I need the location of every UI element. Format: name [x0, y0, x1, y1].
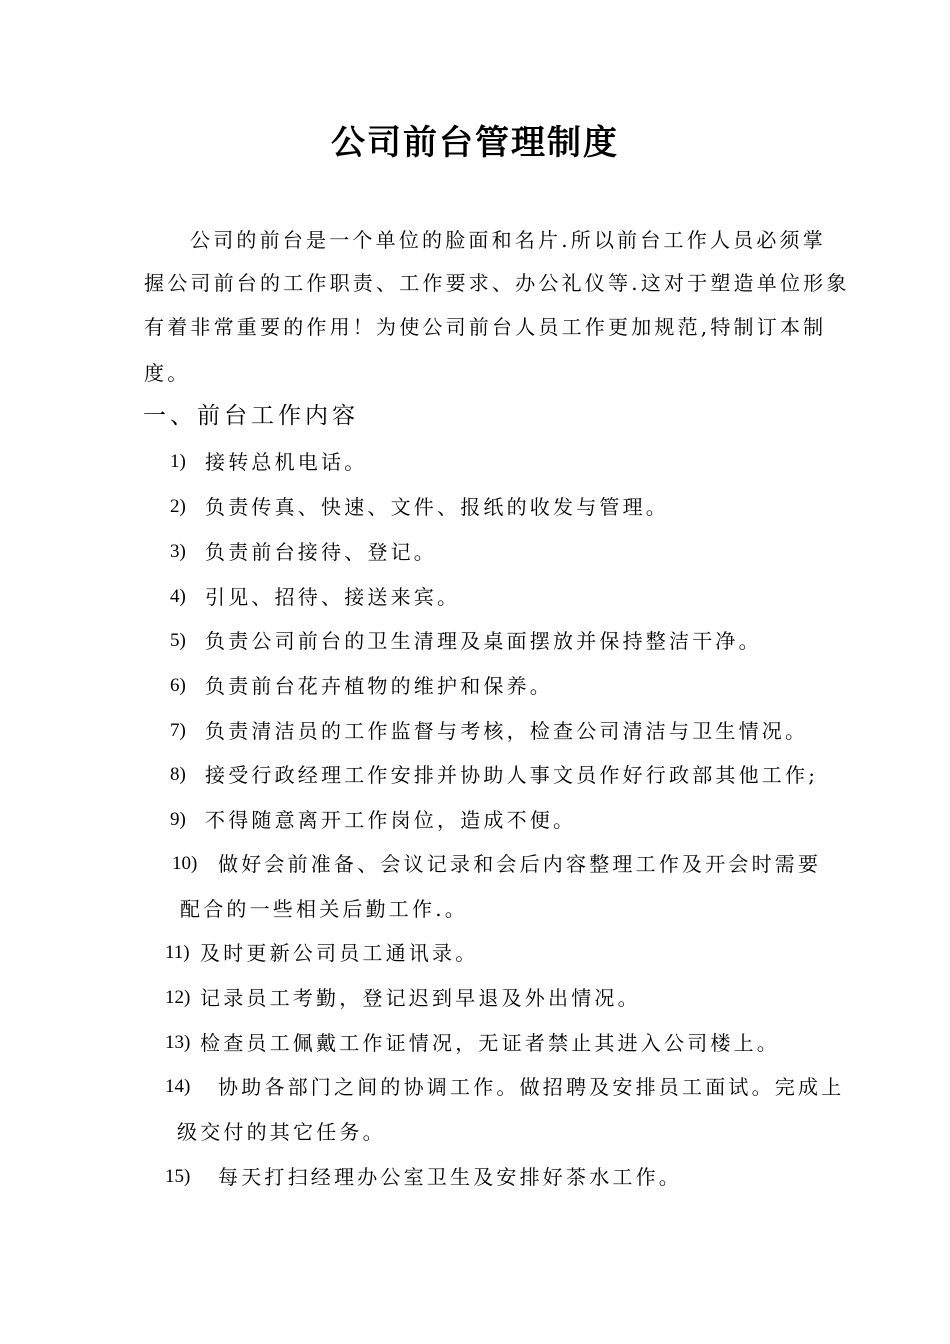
- item-number: 6): [170, 675, 186, 696]
- item-text: 负责前台花卉植物的维护和保养。: [205, 674, 553, 698]
- item-number: 11): [165, 942, 190, 963]
- item-text: 接受行政经理工作安排并协助人事文员作好行政部其他工作;: [205, 763, 819, 787]
- item-text: 接转总机电话。: [205, 450, 368, 474]
- item-number: 12): [165, 987, 191, 1008]
- item-number: 9): [170, 809, 186, 830]
- item-text: 负责前台接待、登记。: [205, 540, 437, 564]
- intro-line: 握公司前台的工作职责、工作要求、办公礼仪等.这对于塑造单位形象: [144, 271, 850, 295]
- item-text: 引见、招待、接送来宾。: [205, 585, 461, 609]
- intro-line: 公司的前台是一个单位的脸面和名片.所以前台工作人员必须掌: [190, 228, 826, 252]
- item-text: 做好会前准备、会议记录和会后内容整理工作及开会时需要: [218, 852, 822, 876]
- item-text: 每天打扫经理办公室卫生及安排好茶水工作。: [218, 1165, 682, 1189]
- item-text: 检查员工佩戴工作证情况，无证者禁止其进入公司楼上。: [200, 1031, 780, 1055]
- page-title: 公司前台管理制度: [331, 123, 619, 163]
- item-number: 10): [172, 853, 198, 874]
- item-text-continuation: 配合的一些相关后勤工作.。: [180, 897, 468, 921]
- item-text: 不得随意离开工作岗位，造成不便。: [205, 808, 577, 832]
- item-number: 1): [170, 451, 186, 472]
- intro-line: 有着非常重要的作用！为使公司前台人员工作更加规范,特制订本制: [144, 315, 827, 339]
- section-heading: 一、前台工作内容: [143, 403, 359, 429]
- item-number: 8): [170, 764, 186, 785]
- item-number: 14): [165, 1076, 191, 1097]
- item-text: 记录员工考勤，登记迟到早退及外出情况。: [200, 986, 641, 1010]
- item-text: 负责传真、快速、文件、报纸的收发与管理。: [205, 495, 669, 519]
- item-text: 负责清洁员的工作监督与考核，检查公司清洁与卫生情况。: [205, 719, 809, 743]
- item-text-continuation: 级交付的其它任务。: [177, 1120, 386, 1144]
- item-number: 7): [170, 720, 186, 741]
- item-text: 及时更新公司员工通讯录。: [200, 941, 479, 965]
- item-number: 4): [170, 586, 186, 607]
- item-number: 5): [170, 630, 186, 651]
- intro-line: 度。: [144, 361, 191, 385]
- item-number: 3): [170, 541, 186, 562]
- item-number: 2): [170, 496, 186, 517]
- item-number: 13): [165, 1032, 191, 1053]
- item-number: 15): [165, 1166, 191, 1187]
- item-text: 协助各部门之间的协调工作。做招聘及安排员工面试。完成上: [218, 1075, 845, 1099]
- item-text: 负责公司前台的卫生清理及桌面摆放并保持整洁干净。: [205, 629, 762, 653]
